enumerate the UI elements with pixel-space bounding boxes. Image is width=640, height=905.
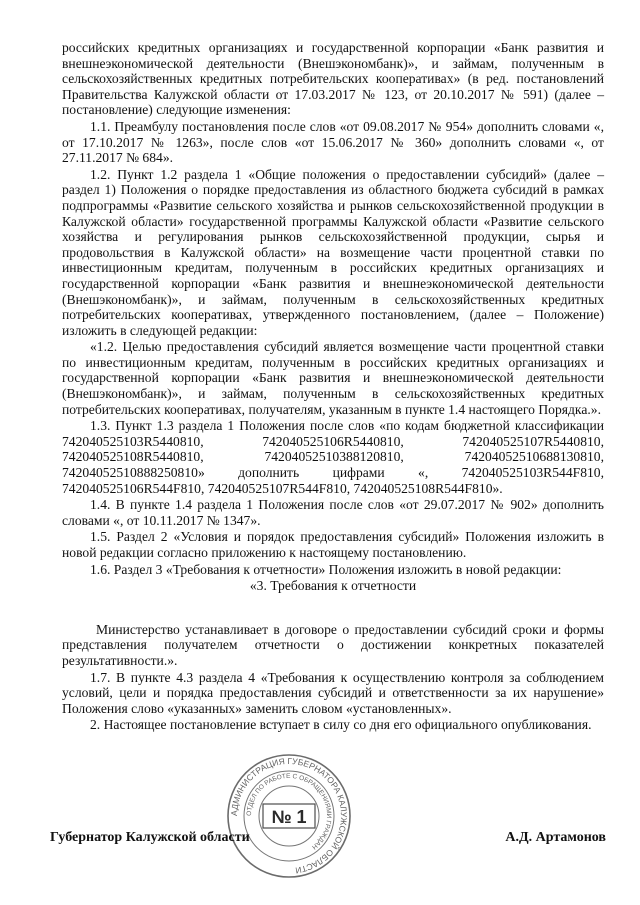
- paragraph-1-6: 1.6. Раздел 3 «Требования к отчетности» Положения изложить в новой редакции:: [90, 561, 562, 577]
- paragraph-quote-1-2: «1.2. Целью предоставления субсидий является возмещение части процентной ставки по инвестиционным кредитам, полученным в российских кредитных организациях и государственной корпорации «Банк развития и внешнеэкономической деятельности (Внешэкономбанк)», и займам, полученным в сельскохозяйственных кредитных потребительских кооперативах, получателям, указанным в пункте 1.4 настоящего Порядка.».: [62, 339, 604, 417]
- signatory-name: А.Д. Артамонов: [505, 830, 606, 845]
- signatory-position: Губернатор Калужской области: [50, 830, 250, 845]
- stamp-number: № 1: [271, 807, 307, 827]
- paragraph-1-7: 1.7. В пункте 4.3 раздела 4 «Требования к осуществлению контроля за соблюдением условий, цели и порядка предоставления субсидий и ответственности за их нарушение» Положения слово «указанных» заменить словом «установленных».: [62, 669, 604, 716]
- official-stamp: [225, 752, 353, 880]
- section-3-heading: «3. Требования к отчетности: [249, 578, 417, 594]
- paragraph-1-4: 1.4. В пункте 1.4 раздела 1 Положения после слов «от 29.07.2017 № 902» дополнить словами «, от 10.11.2017 № 1347».: [62, 497, 604, 528]
- spacer: [62, 594, 604, 622]
- signature-block: [50, 830, 606, 846]
- paragraph-1-1: 1.1. Преамбулу постановления после слов «от 09.08.2017 № 954» дополнить словами «, от 17.10.2017 № 1263», после слов «от 15.06.2017 № 360» дополнить словами «, от 27.11.2017 № 684».: [62, 118, 604, 166]
- stamp-inner-text: ОТДЕЛ ПО РАБОТЕ С ОБРАЩЕНИЯМИ ГРАЖДАН: [245, 772, 333, 851]
- paragraph-1-5: 1.5. Раздел 2 «Условия и порядок предоставления субсидий» Положения изложить в новой редакции согласно приложению к настоящему постановлению.: [62, 529, 604, 560]
- paragraph-1-3: 1.3. Пункт 1.3 раздела 1 Положения после слов «по кодам бюджетной классификации 742040525103R5440810, 742040525106R5440810, 742040525107R5440810, 742040525108R5440810, 74204052510388120810, 74204052510688130810, 74204052510888250810» дополнить цифрами «, 742040525103R544F810, 742040525106R544F810, 742040525107R544F810, 742040525108R544F810».: [62, 418, 604, 496]
- paragraph-2: 2. Настоящее постановление вступает в силу со дня его официального опубликования.: [90, 717, 592, 733]
- document-body: [62, 40, 604, 734]
- paragraph-1-2: 1.2. Пункт 1.2 раздела 1 «Общие положения о предоставлении субсидий» (далее – раздел 1) Положения о порядке предоставления из областного бюджета субсидий в рамках подпрограммы «Развитие сельского хозяйства и рынков сельскохозяйственной продукции в Калужской области» государственной программы Калужской области «Развитие сельского хозяйства и регулирования рынков сельскохозяйственной продукции, сырья и продовольствия в Калужской области» на возмещение части процентной ставки по инвестиционным кредитам, полученным в российских кредитных организациях и государственной корпорации «Банк развития и внешнеэкономической деятельности (Внешэкономбанк)», и займам, полученным в сельскохозяйственных кредитных потребительских кооперативах, утвержденного постановлением, (далее – Положение) изложить в следующей редакции:: [62, 166, 604, 338]
- paragraph-intro: российских кредитных организациях и государственной корпорации «Банк развития и внешнеэкономической деятельности (Внешэкономбанк)», и займам, полученным в сельскохозяйственных кредитных потребительских кооперативах» (в ред. постановлений Правительства Калужской области от 17.03.2017 № 123, от 20.10.2017 № 591) (далее – постановление) следующие изменения:: [62, 40, 604, 118]
- paragraph-ministry: Министерство устанавливает в договоре о предоставлении субсидий сроки и формы представления получателем отчетности о достижении конкретных показателей результативности.».: [62, 621, 604, 668]
- stamp-outer-text: АДМИНИСТРАЦИЯ ГУБЕРНАТОРА КАЛУЖСКОЙ ОБЛАСТИ: [228, 755, 350, 876]
